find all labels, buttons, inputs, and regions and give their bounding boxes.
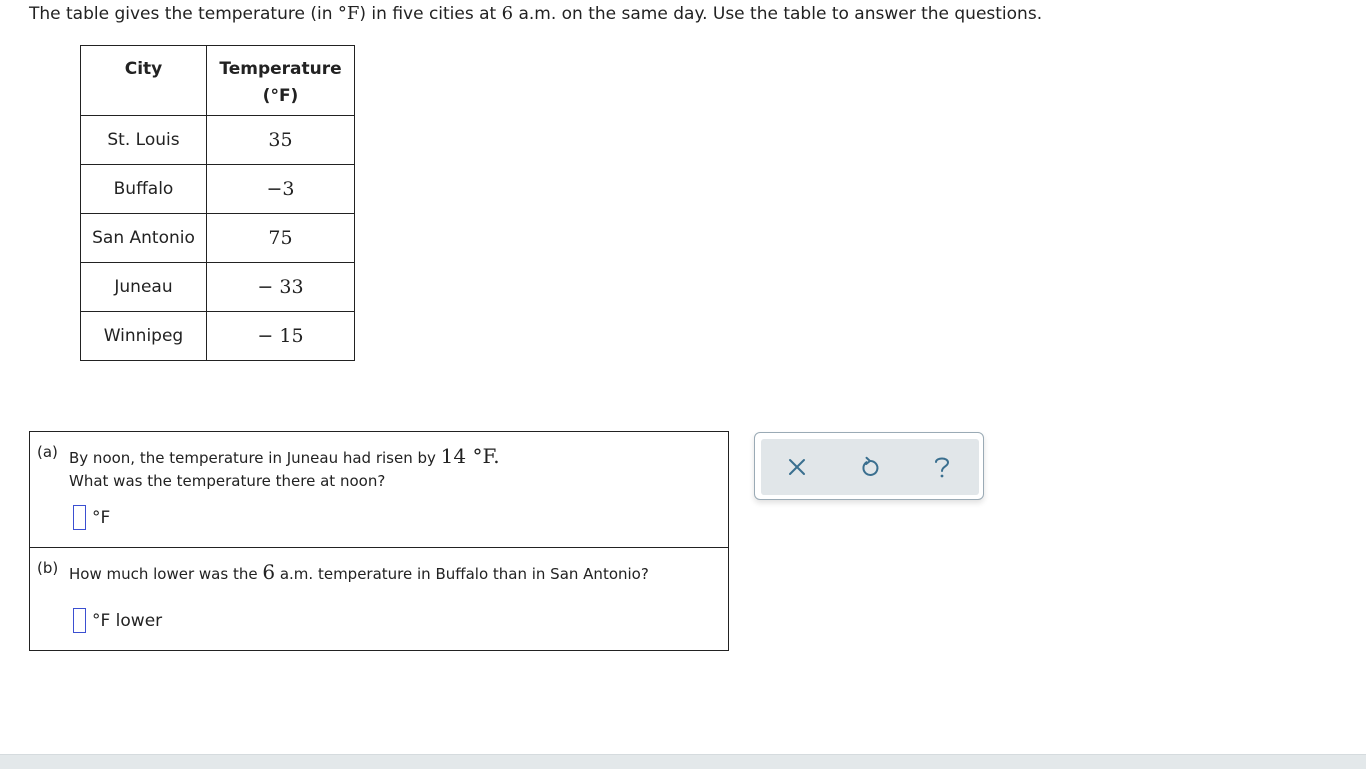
toolbox-inner: [761, 439, 979, 495]
question-a-value: 14 °F.: [440, 444, 500, 468]
question-b-value: 6: [262, 560, 276, 584]
answer-b-unit: °F lower: [92, 610, 163, 631]
temp-cell: −3: [207, 165, 355, 214]
bottom-bar: [0, 754, 1366, 769]
answer-b-input[interactable]: [73, 608, 86, 633]
table-row: [81, 312, 355, 361]
answer-toolbox: [754, 432, 984, 500]
intro-text-1: The table gives the temperature (in: [29, 4, 338, 24]
table-row: [81, 214, 355, 263]
undo-icon: [859, 456, 881, 478]
question-a-line1: By noon, the temperature in Juneau had risen by: [69, 449, 441, 467]
question-a-label: (a): [37, 443, 58, 461]
help-icon: [932, 454, 952, 480]
city-cell: Juneau: [81, 263, 207, 312]
clear-button[interactable]: [783, 453, 811, 481]
temperature-table: [80, 45, 355, 361]
intro-hour: 6: [501, 3, 514, 24]
header-temperature-unit: (°F): [262, 86, 299, 106]
temp-cell: − 15: [207, 312, 355, 361]
temp-cell: 75: [207, 214, 355, 263]
question-b-text-2: a.m. temperature in Buffalo than in San Antonio?: [275, 565, 649, 583]
temp-cell: 35: [207, 116, 355, 165]
intro-text-3: a.m. on the same day. Use the table to answer the questions.: [513, 4, 1043, 24]
table-row: [81, 116, 355, 165]
city-cell: St. Louis: [81, 116, 207, 165]
city-cell: Buffalo: [81, 165, 207, 214]
problem-intro: [29, 4, 1042, 24]
question-b-label: (b): [37, 559, 59, 577]
temp-cell: − 33: [207, 263, 355, 312]
question-b-text: [69, 561, 649, 586]
answer-a-input[interactable]: [73, 505, 86, 530]
intro-text-2: ) in five cities at: [359, 4, 502, 24]
city-cell: San Antonio: [81, 214, 207, 263]
answer-a-unit: °F: [92, 507, 111, 528]
question-a-line2: What was the temperature there at noon?: [69, 472, 386, 490]
question-a-box: [29, 431, 729, 547]
header-temperature: [207, 46, 355, 116]
city-cell: Winnipeg: [81, 312, 207, 361]
question-a-text: [69, 445, 500, 493]
help-button[interactable]: [928, 453, 956, 481]
intro-unit: °F: [337, 3, 360, 24]
table-header-row: [81, 46, 355, 116]
table-row: [81, 165, 355, 214]
answer-b: [73, 608, 162, 633]
table-row: [81, 263, 355, 312]
answer-a: [73, 505, 110, 530]
question-b-text-1: How much lower was the: [69, 565, 263, 583]
question-b-box: [29, 547, 729, 651]
undo-button[interactable]: [856, 453, 884, 481]
header-temperature-label: Temperature: [219, 59, 342, 79]
header-city: City: [81, 46, 207, 116]
close-icon: [787, 457, 807, 477]
